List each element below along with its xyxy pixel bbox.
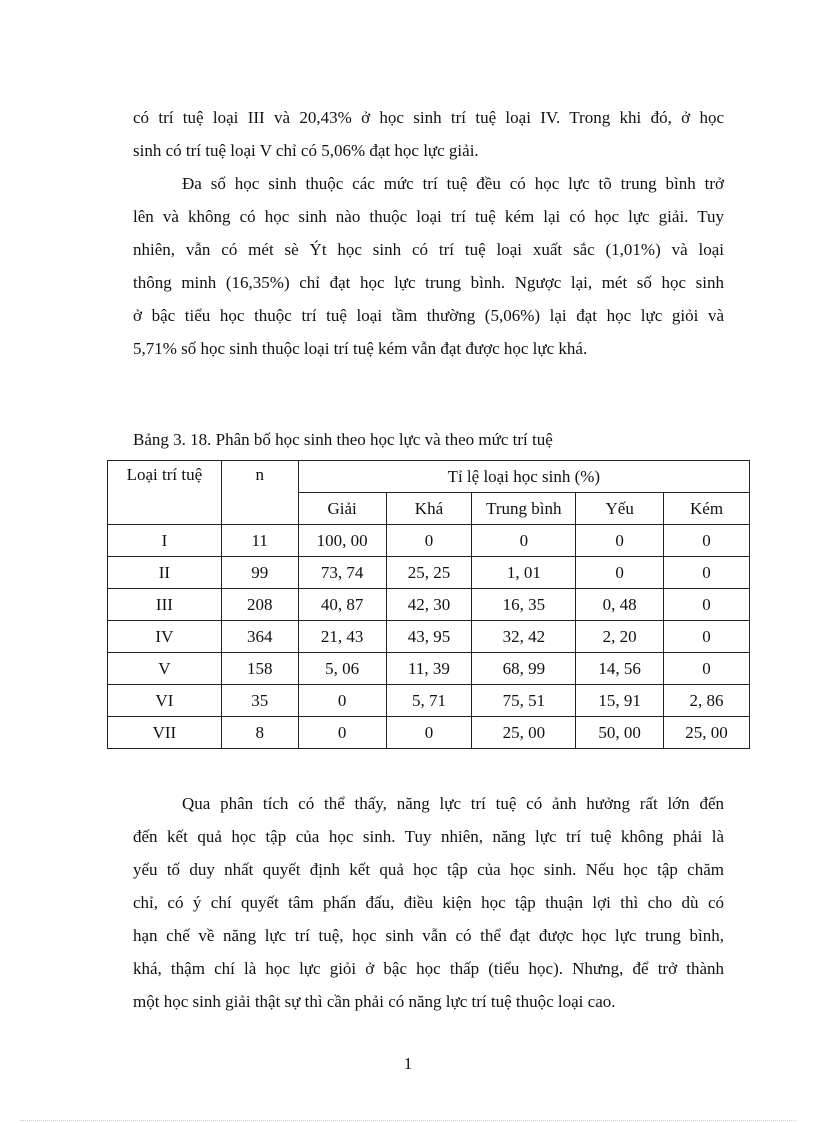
table-cell: 43, 95 — [386, 621, 472, 653]
paragraph-1 — [133, 101, 724, 167]
table-cell: I — [108, 525, 222, 557]
table-caption: Bảng 3. 18. Phân bố học sinh theo học lực và theo mức trí tuệ — [133, 430, 553, 449]
table-cell: 14, 56 — [576, 653, 664, 685]
table-cell: 0 — [386, 717, 472, 749]
table-cell: 11 — [221, 525, 298, 557]
table-cell: V — [108, 653, 222, 685]
table-cell: 0, 48 — [576, 589, 664, 621]
table-cell: III — [108, 589, 222, 621]
table-cell: IV — [108, 621, 222, 653]
header-trung-binh: Trung bình — [472, 493, 576, 525]
table-row — [108, 653, 750, 685]
table-cell: 0 — [664, 589, 750, 621]
table-cell: 16, 35 — [472, 589, 576, 621]
paragraph-line: có trí tuệ loại III và 20,43% ở học sinh trí tuệ loại IV. Trong khi đó, ở học — [133, 108, 724, 127]
table-cell: 0 — [576, 525, 664, 557]
table-cell: 35 — [221, 685, 298, 717]
table-row — [108, 589, 750, 621]
table-cell: 0 — [472, 525, 576, 557]
table-row — [108, 685, 750, 717]
table-cell: 8 — [221, 717, 298, 749]
page-edge-divider — [20, 1120, 796, 1121]
table-cell: 0 — [386, 525, 472, 557]
paragraph-line: nhiên, vẫn có mét sè Ýt học sinh có trí tuệ loại xuất sắc (1,01%) và loại — [133, 240, 724, 259]
table-cell: 208 — [221, 589, 298, 621]
table-cell: 75, 51 — [472, 685, 576, 717]
table-cell: 99 — [221, 557, 298, 589]
header-yeu: Yếu — [576, 493, 664, 525]
table-row — [108, 557, 750, 589]
table-cell: 5, 06 — [298, 653, 386, 685]
paragraph-line: 5,71% số học sinh thuộc loại trí tuệ kém vẫn đạt được học lực khá. — [133, 339, 588, 358]
paragraph-2 — [133, 167, 724, 365]
table-cell: 40, 87 — [298, 589, 386, 621]
paragraph-line: yếu tố duy nhất quyết định kết quả học tập của học sinh. Nếu học tập chăm — [133, 860, 724, 879]
table-cell: 0 — [664, 557, 750, 589]
table-cell: 364 — [221, 621, 298, 653]
paragraph-line: hạn chế về năng lực trí tuệ, học sinh vẫn có thể đạt được học lực trung bình, — [133, 926, 724, 945]
table-cell: 158 — [221, 653, 298, 685]
table-cell: 100, 00 — [298, 525, 386, 557]
header-group: Tỉ lệ loại học sinh (%) — [298, 461, 749, 493]
table-cell: 0 — [664, 653, 750, 685]
table-cell: 50, 00 — [576, 717, 664, 749]
table-cell: 1, 01 — [472, 557, 576, 589]
header-kem: Kém — [664, 493, 750, 525]
paragraph-line: đến kết quả học tập của học sinh. Tuy nhiên, năng lực trí tuệ không phải là — [133, 827, 724, 846]
table-cell: 21, 43 — [298, 621, 386, 653]
header-n: n — [221, 461, 298, 525]
paragraph-line: Đa số học sinh thuộc các mức trí tuệ đều có học lực tõ trung bình trở — [182, 174, 724, 193]
table-body — [108, 525, 750, 749]
header-kha: Khá — [386, 493, 472, 525]
header-type: Loại trí tuệ — [108, 461, 222, 525]
table-cell: 11, 39 — [386, 653, 472, 685]
paragraph-line: ở bậc tiểu học thuộc trí tuệ loại tầm thường (5,06%) lại đạt học lực giỏi và — [133, 306, 724, 325]
table-cell: 0 — [298, 717, 386, 749]
table-cell: 42, 30 — [386, 589, 472, 621]
paragraph-line: thông minh (16,35%) chỉ đạt học lực trung bình. Ngược lại, mét số học sinh — [133, 273, 724, 292]
table-cell: 0 — [664, 525, 750, 557]
table-cell: VII — [108, 717, 222, 749]
table-cell: 5, 71 — [386, 685, 472, 717]
data-table — [107, 460, 750, 749]
paragraph-3 — [133, 787, 724, 1018]
table-cell: 32, 42 — [472, 621, 576, 653]
table-cell: 2, 20 — [576, 621, 664, 653]
table-cell: 2, 86 — [664, 685, 750, 717]
table-cell: 25, 25 — [386, 557, 472, 589]
table-cell: 0 — [664, 621, 750, 653]
header-gioi: Giải — [298, 493, 386, 525]
paragraph-line: một học sinh giải thật sự thì cần phải có năng lực trí tuệ thuộc loại cao. — [133, 992, 616, 1011]
table-cell: II — [108, 557, 222, 589]
page-number: 1 — [403, 1054, 413, 1073]
paragraph-line: sinh có trí tuệ loại V chỉ có 5,06% đạt học lực giải. — [133, 141, 479, 160]
table-cell: VI — [108, 685, 222, 717]
table-cell: 73, 74 — [298, 557, 386, 589]
table-cell: 25, 00 — [664, 717, 750, 749]
paragraph-line: Qua phân tích có thể thấy, năng lực trí tuệ có ảnh hưởng rất lớn đến — [182, 794, 724, 813]
table-row — [108, 621, 750, 653]
table-row — [108, 717, 750, 749]
table-row — [108, 525, 750, 557]
table-cell: 15, 91 — [576, 685, 664, 717]
paragraph-line: khá, thậm chí là học lực giỏi ở bậc học thấp (tiểu học). Nhưng, để trở thành — [133, 959, 724, 978]
table-cell: 0 — [298, 685, 386, 717]
table-cell: 25, 00 — [472, 717, 576, 749]
paragraph-line: lên và không có học sinh nào thuộc loại trí tuệ kém lại có học lực giải. Tuy — [133, 207, 724, 226]
table-cell: 0 — [576, 557, 664, 589]
table-cell: 68, 99 — [472, 653, 576, 685]
paragraph-line: chỉ, có ý chí quyết tâm phấn đấu, điều kiện học tập thuận lợi thì cho dù có — [133, 893, 724, 912]
